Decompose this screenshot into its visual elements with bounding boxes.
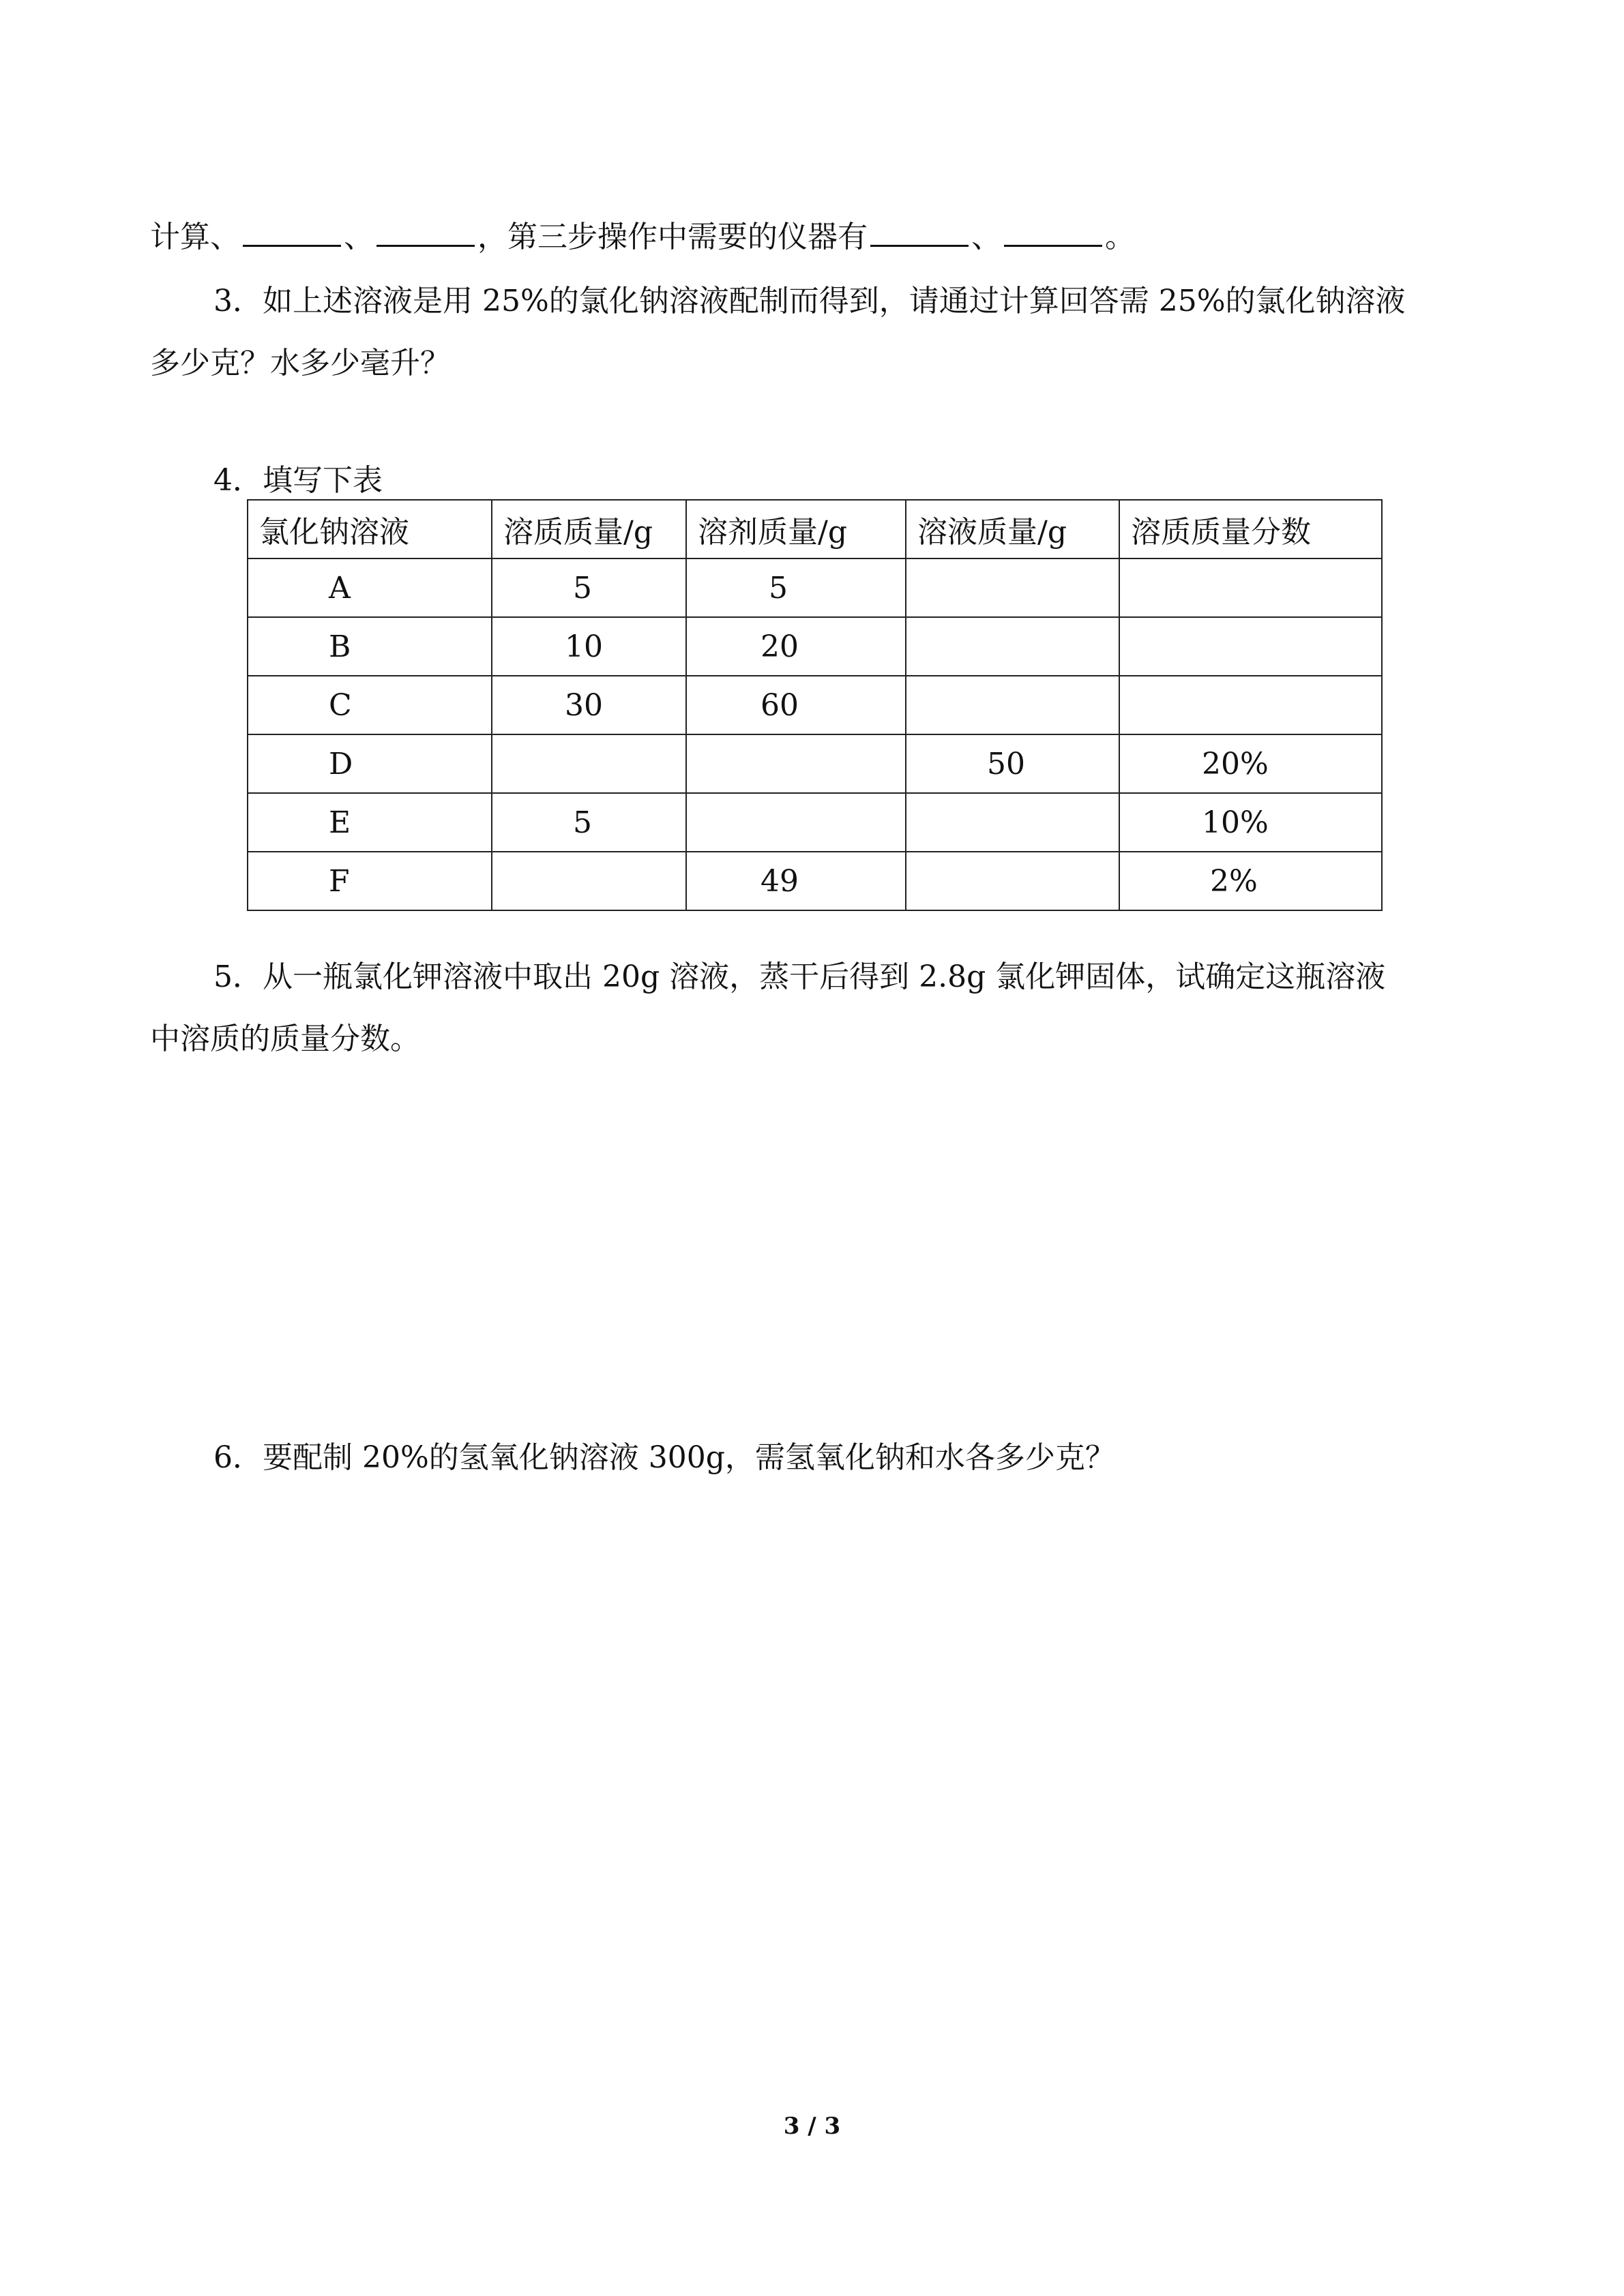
table-cell[interactable] [686, 734, 906, 793]
table-row [248, 852, 1382, 910]
table-cell[interactable] [686, 793, 906, 852]
table-cell[interactable] [906, 793, 1119, 852]
table-cell[interactable] [492, 734, 686, 793]
table-row [248, 558, 1382, 617]
table-cell: C [248, 676, 492, 734]
table-row [248, 617, 1382, 676]
separator: 、 [344, 220, 374, 254]
table-cell: 10% [1119, 793, 1382, 852]
table-cell[interactable] [906, 852, 1119, 910]
table-cell: B [248, 617, 492, 676]
table-row [248, 793, 1382, 852]
header-cell: 氯化钠溶液 [248, 500, 492, 558]
table-cell[interactable] [492, 852, 686, 910]
question-3-line-1: 3．如上述溶液是用 25%的氯化钠溶液配制而得到，请通过计算回答需 25%的氯化钠溶液 [213, 284, 1406, 318]
page-number: 3 / 3 [783, 2113, 841, 2140]
table-cell: 2% [1119, 852, 1382, 910]
line-middle: ，第三步操作中需要的仪器有 [477, 220, 868, 254]
table-cell: 5 [492, 558, 686, 617]
table-cell[interactable] [1119, 558, 1382, 617]
header-cell: 溶质质量/g [492, 500, 686, 558]
table-cell[interactable] [1119, 676, 1382, 734]
table-cell: 20% [1119, 734, 1382, 793]
fill-in-line [150, 217, 1135, 258]
table-cell[interactable] [906, 617, 1119, 676]
table-cell: A [248, 558, 492, 617]
table-cell: F [248, 852, 492, 910]
table-cell: 5 [492, 793, 686, 852]
answer-blank-2[interactable] [377, 218, 475, 247]
question-3-line-2: 多少克？水多少毫升？ [150, 346, 450, 381]
header-cell: 溶液质量/g [906, 500, 1119, 558]
header-cell: 溶质质量分数 [1119, 500, 1382, 558]
table-cell: E [248, 793, 492, 852]
table-cell[interactable]: 20 [686, 617, 906, 676]
table-cell[interactable] [906, 676, 1119, 734]
table-cell[interactable]: 5 [686, 558, 906, 617]
table-header-row [248, 500, 1382, 558]
line-end: 。 [1105, 220, 1135, 254]
line-prefix: 计算、 [150, 220, 240, 254]
header-cell: 溶剂质量/g [686, 500, 906, 558]
separator: 、 [971, 220, 1001, 254]
table-cell[interactable] [1119, 617, 1382, 676]
answer-blank-4[interactable] [1004, 218, 1102, 247]
question-5-line-1: 5．从一瓶氯化钾溶液中取出 20g 溶液，蒸干后得到 2.8g 氯化钾固体，试确定这瓶溶液 [213, 959, 1386, 994]
question-5-line-2: 中溶质的质量分数。 [150, 1022, 420, 1056]
table-cell: D [248, 734, 492, 793]
table-row [248, 734, 1382, 793]
table-row [248, 676, 1382, 734]
table-cell[interactable] [906, 558, 1119, 617]
question-4-title: 4．填写下表 [213, 463, 383, 498]
table-cell: 10 [492, 617, 686, 676]
question-6-line-1: 6．要配制 20%的氢氧化钠溶液 300g，需氢氧化钠和水各多少克？ [213, 1440, 1115, 1475]
answer-blank-3[interactable] [870, 218, 969, 247]
table-cell: 30 [492, 676, 686, 734]
table-cell: 50 [906, 734, 1119, 793]
answer-blank-1[interactable] [243, 218, 341, 247]
table-cell[interactable]: 60 [686, 676, 906, 734]
solution-table [247, 499, 1383, 911]
table-cell: 49 [686, 852, 906, 910]
